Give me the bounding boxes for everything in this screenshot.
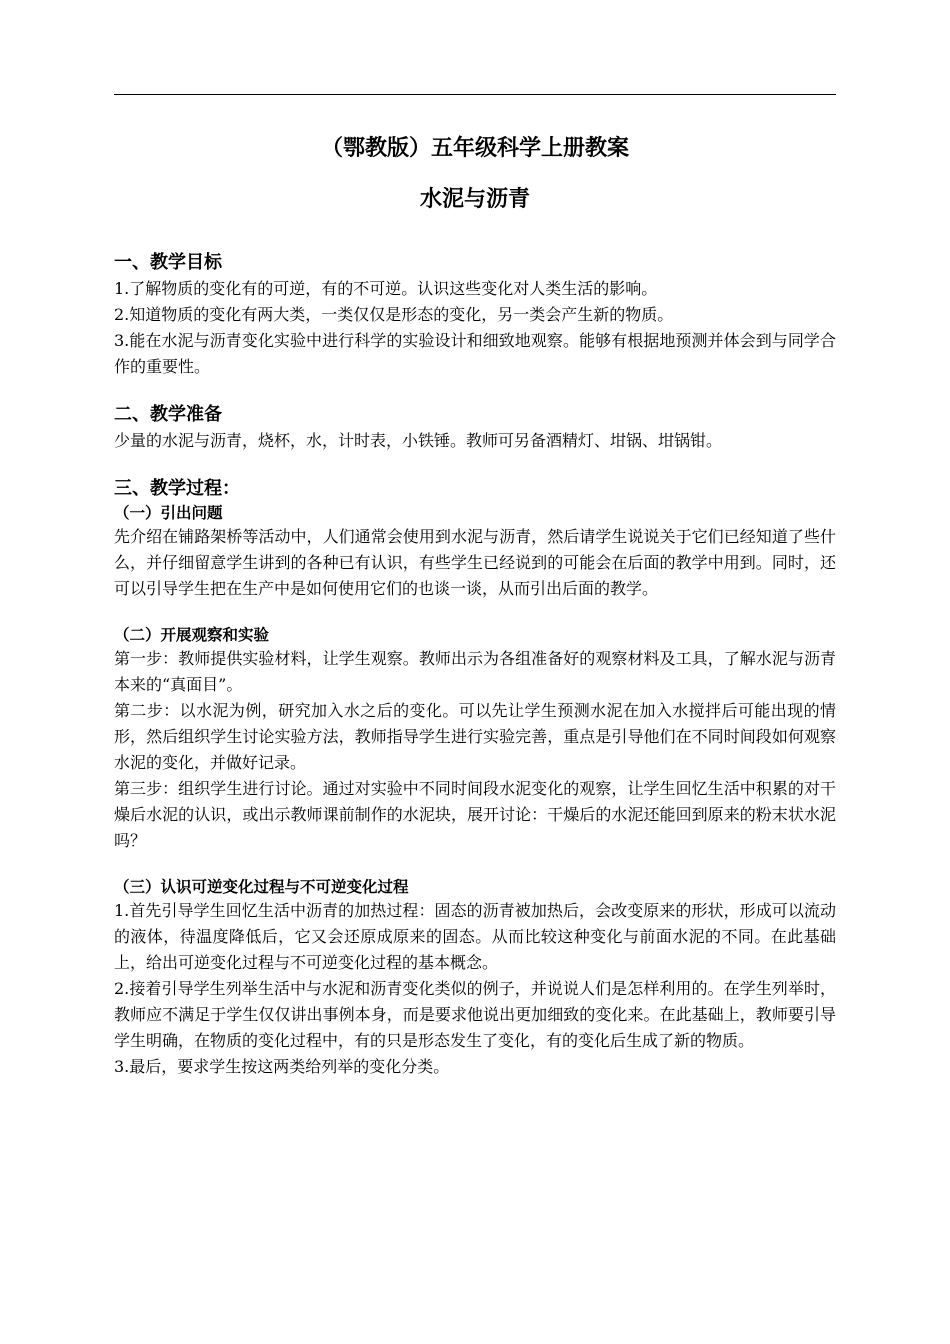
part3-item: 3.最后，要求学生按这两类给列举的变化分类。 [114,1057,450,1076]
part3-item: 2.接着引导学生列举生活中与水泥和沥青变化类似的例子，并说说人们是怎样利用的。在学生列举时，教师应不满足于学生仅仅讲出事例本身，而是要求他说出更加细致的变化来。在此基础上，教师要引导学生明确，在物质的变化过程中，有的只是形态发生了变化，有的变化后生成了新的物质。 [114,979,836,1050]
goal-item: 3.能在水泥与沥青变化实验中进行科学的实验设计和细致地观察。能够有根据地预测并体会到与同学合作的重要性。 [114,331,836,376]
section-heading-prep: 二、教学准备 [114,404,222,425]
part3-item: 1.首先引导学生回忆生活中沥青的加热过程：固态的沥青被加热后，会改变原来的形状，形成可以流动的液体，待温度降低后，它又会还原成原来的固态。从而比较这种变化与前面水泥的不同。在此基础上，给出可逆变化过程与不可逆变化过程的基本概念。 [114,901,836,972]
section-heading-process: 三、教学过程： [114,478,240,499]
section-heading-goals: 一、教学目标 [114,252,222,273]
lesson-title: 水泥与沥青 [419,187,530,212]
step-paragraph: 第一步：教师提供实验材料，让学生观察。教师出示为各组准备好的观察材料及工具，了解水泥与沥青本来的“真面目”。 [114,649,836,694]
subsection-heading-part2: （二）开展观察和实验 [114,626,270,644]
document-body [114,250,836,1080]
subsection-heading-part1: （一）引出问题 [114,504,223,522]
goal-item: 2.知道物质的变化有两大类，一类仅仅是形态的变化，另一类会产生新的物质。 [114,305,674,324]
part1-text: 先介绍在铺路架桥等活动中，人们通常会使用到水泥与沥青，然后请学生说说关于它们已经知道了些什么，并仔细留意学生讲到的各种已有认识，有些学生已经说到的可能会在后面的教学中用到。同时，还可以引导学生把在生产中是如何使用它们的也谈一谈，从而引出后面的教学。 [114,527,836,598]
subsection-heading-part3: （三）认识可逆变化过程与不可逆变化过程 [114,878,409,896]
header-rule [114,94,836,95]
step-paragraph: 第三步：组织学生进行讨论。通过对实验中不同时间段水泥变化的观察，让学生回忆生活中积累的对干燥后水泥的认识，或出示教师课前制作的水泥块，展开讨论：干燥后的水泥还能回到原来的粉末状水泥吗？ [114,779,836,850]
step-paragraph: 第二步：以水泥为例，研究加入水之后的变化。可以先让学生预测水泥在加入水搅拌后可能出现的情形，然后组织学生讨论实验方法，教师指导学生进行实验完善，重点是引导他们在不同时间段如何观察水泥的变化，并做好记录。 [114,701,836,772]
document-title: （鄂教版）五年级科学上册教案 [320,136,629,161]
goal-item: 1.了解物质的变化有的可逆，有的不可逆。认识这些变化对人类生活的影响。 [114,279,658,298]
prep-text: 少量的水泥与沥青，烧杯，水，计时表，小铁锤。教师可另备酒精灯、坩锅、坩锅钳。 [114,431,723,450]
